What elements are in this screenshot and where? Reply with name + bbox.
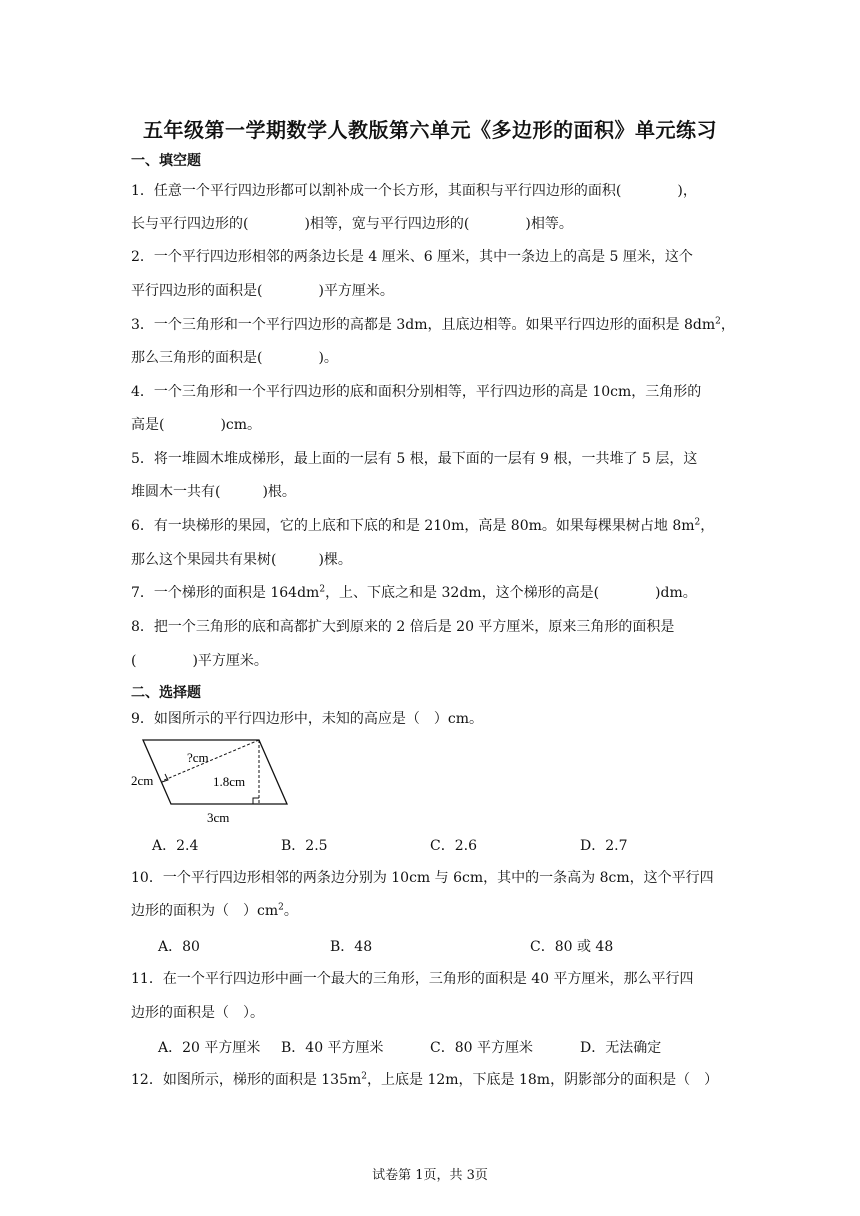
q2-line2: 平行四边形的面积是( )平方厘米。 [131,283,394,299]
q2-line1: 2．一个平行四边形相邻的两条边长是 4 厘米、6 厘米，其中一条边上的高是 5 厘米，这个 [131,249,693,265]
page-title: 五年级第一学期数学人教版第六单元《多边形的面积》单元练习 [143,118,717,142]
q10-option-a[interactable]: A．80 [158,939,200,955]
q11-line1: 11．在一个平行四边形中画一个最大的三角形，三角形的面积是 40 平方厘米，那么平行四 [131,971,694,987]
q11-option-d[interactable]: D．无法确定 [580,1040,662,1056]
q9-option-b[interactable]: B．2.5 [281,838,328,854]
q8-line2: ( )平方厘米。 [131,653,268,669]
q7-line1-text: 7．一个梯形的面积是 164dm [131,585,320,601]
q5-line1: 5．将一堆圆木堆成梯形，最上面的一层有 5 根，最下面的一层有 9 根，一共堆了 5 层，这 [131,451,698,467]
q6-line1-text: 6．有一块梯形的果园，它的上底和下底的和是 210m，高是 80m。如果每棵果树占地 8m [131,518,695,534]
q11-option-a[interactable]: A．20 平方厘米 [158,1040,261,1056]
q6-superscript: 2 [694,517,701,528]
section-choice-heading: 二、选择题 [131,685,201,701]
q1-line1: 1．任意一个平行四边形都可以割补成一个长方形，其面积与平行四边形的面积( )， [131,183,697,199]
q11-line2: 边形的面积是（ ）。 [131,1005,264,1021]
q11-option-c[interactable]: C．80 平方厘米 [430,1040,533,1056]
q7-line1 [131,584,736,602]
q9-stem: 9．如图所示的平行四边形中，未知的高应是（ ）cm。 [131,711,484,727]
q10-line1: 10．一个平行四边形相邻的两条边分别为 10cm 与 6cm，其中的一条高为 8cm，这个平行四 [131,870,714,886]
label-unknown-height: ?cm [187,750,209,765]
q6-line1 [131,517,736,535]
q10-superscript: 2 [278,902,284,913]
q3-line1 [131,316,736,334]
q8-line1: 8．把一个三角形的底和高都扩大到原来的 2 倍后是 20 平方厘米，原来三角形的面积是 [131,619,675,635]
q4-line1: 4．一个三角形和一个平行四边形的底和面积分别相等，平行四边形的高是 10cm，三角形的 [131,384,702,400]
q10-line2 [131,902,736,920]
q7-line1-end: ，上、下底之和是 32dm，这个梯形的高是( )dm。 [325,585,697,601]
q6-line2: 那么这个果园共有果树( )棵。 [131,552,352,568]
q1-line2: 长与平行四边形的( )相等，宽与平行四边形的( )相等。 [131,216,573,232]
parallelogram-figure [131,736,301,826]
q10-option-b[interactable]: B．48 [330,939,373,955]
q6-line1-end: ， [700,518,715,534]
label-base: 3cm [207,810,230,825]
q9-option-a[interactable]: A．2.4 [152,838,199,854]
parallelogram-shape [143,740,287,804]
q9-option-d[interactable]: D．2.7 [580,838,628,854]
q11-option-b[interactable]: B．40 平方厘米 [281,1040,384,1056]
q3-line1-end: ， [720,317,735,333]
q10-option-c[interactable]: C．80 或 48 [530,939,614,955]
label-side: 2cm [131,773,154,788]
q5-line2: 堆圆木一共有( )根。 [131,484,296,500]
q12-superscript: 2 [361,1071,367,1082]
q9-option-c[interactable]: C．2.6 [430,838,477,854]
right-angle-mark-side [162,774,168,782]
right-angle-mark-bottom [253,798,259,804]
label-height: 1.8cm [213,774,246,789]
q3-superscript: 2 [715,316,721,327]
q12-line1 [131,1071,736,1089]
section-fill-heading: 一、填空题 [131,153,201,169]
q7-superscript: 2 [319,584,326,595]
q10-line2-text: 边形的面积为（ ）cm [131,903,279,919]
q12-line1-end: ，上底是 12m，下底是 18m，阴影部分的面积是（ ） [367,1072,719,1088]
q12-line1-text: 12．如图所示，梯形的面积是 135m [131,1072,362,1088]
q3-line1-text: 3．一个三角形和一个平行四边形的高都是 3dm，且底边相等。如果平行四边形的面积是 8dm [131,317,716,333]
page-footer: 试卷第 1页，共 3页 [372,1168,488,1183]
q10-line2-end: 。 [283,903,298,919]
q3-line2: 那么三角形的面积是( )。 [131,350,338,366]
q4-line2: 高是( )cm。 [131,417,262,433]
